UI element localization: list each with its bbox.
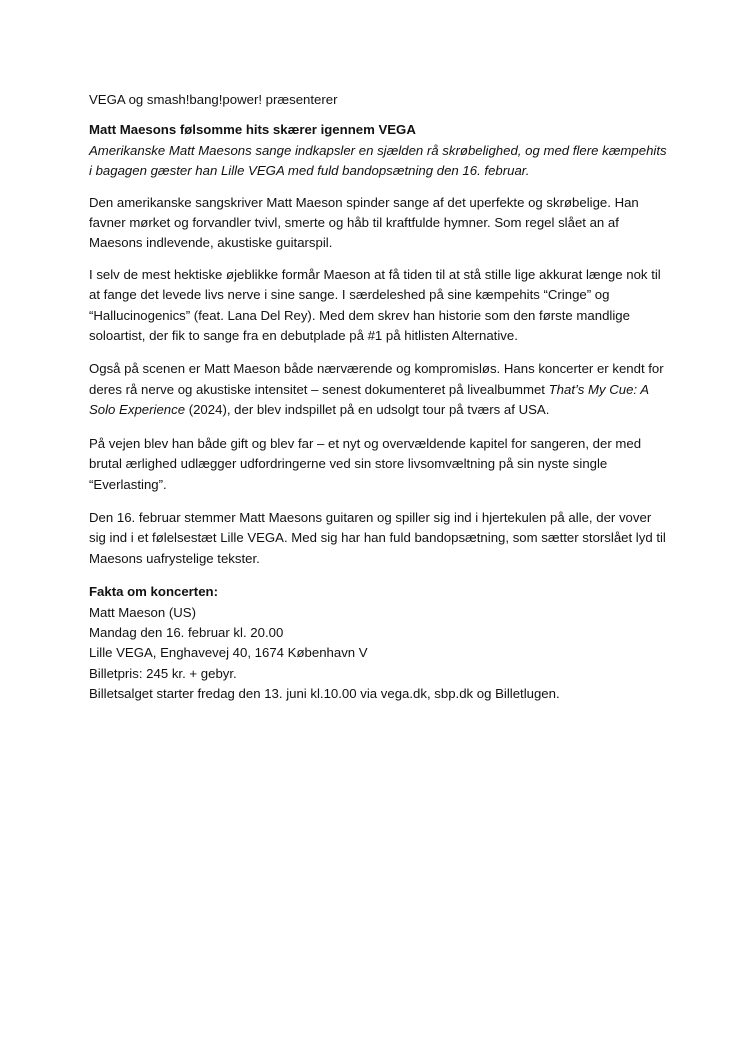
fact-venue: Lille VEGA, Enghavevej 40, 1674 København V — [89, 645, 368, 661]
facts-heading: Fakta om koncerten: — [89, 584, 218, 600]
paragraph-intro-artist: Den amerikanske sangskriver Matt Maeson spinder sange af det uperfekte og skrøbelige. Han favner mørket og forvandler tvivl, smerte og håb til kraftfulde hymner. Som regel slået an af Maesons indlevende, akustiske guitarspil. — [89, 194, 639, 251]
headline: Matt Maesons følsomme hits skærer igennem VEGA — [89, 122, 416, 138]
fact-date: Mandag den 16. februar kl. 20.00 — [89, 624, 284, 640]
facts-list — [89, 603, 669, 705]
document-body — [89, 90, 669, 705]
stage-text-after: (2024), der blev indspillet på en udsolgt tour på tværs af USA. — [185, 402, 550, 418]
paragraph-stage — [89, 359, 669, 420]
paragraph-concert: Den 16. februar stemmer Matt Maesons guitaren og spiller sig ind i hjertekulen på alle, der vover sig ind i et følelsestæt Lille VEGA. Med sig har han fuld bandopsætning, som sætter storslået lyd til Maesons uafrystelige tekster. — [89, 509, 666, 566]
fact-price: Billetpris: 245 kr. + gebyr. — [89, 665, 237, 681]
fact-ticket-sale: Billetsalget starter fredag den 13. juni kl.10.00 via vega.dk, sbp.dk og Billetlugen. — [89, 686, 560, 702]
paragraph-hits: I selv de mest hektiske øjeblikke formår Maeson at få tiden til at stå stille lige akkurat længe nok til at fange det levede livs nerve i sine sange. I særdeleshed på sine kæmpehits “Cringe” og “Hallucinogenics” (feat. Lana Del Rey). Med dem skrev han historie som den første mandlige soloartist, der fik to sange fra en debutplade på #1 på hitlisten Alternative. — [89, 266, 661, 344]
fact-artist: Matt Maeson (US) — [89, 604, 196, 620]
album-title: That’s My Cue: A Solo Experience — [89, 381, 649, 418]
lede-paragraph: Amerikanske Matt Maesons sange indkapsler en sjælden rå skrøbelighed, og med flere kæmpehits i bagagen gæster han Lille VEGA med fuld bandopsætning den 16. februar. — [89, 142, 667, 179]
paragraph-family: På vejen blev han både gift og blev far – et nyt og overvældende kapitel for sangeren, der med brutal ærlighed udlægger udfordringerne ved sin store livsomvæltning på sin nyste single “Everlasting”. — [89, 435, 642, 492]
stage-text-before: Også på scenen er Matt Maeson både nærværende og kompromisløs. Hans koncerter er kendt for deres rå nerve og akustiske intensitet – senest dokumenteret på livealbummet — [89, 361, 664, 397]
intro-line: VEGA og smash!bang!power! præsenterer — [89, 92, 338, 107]
